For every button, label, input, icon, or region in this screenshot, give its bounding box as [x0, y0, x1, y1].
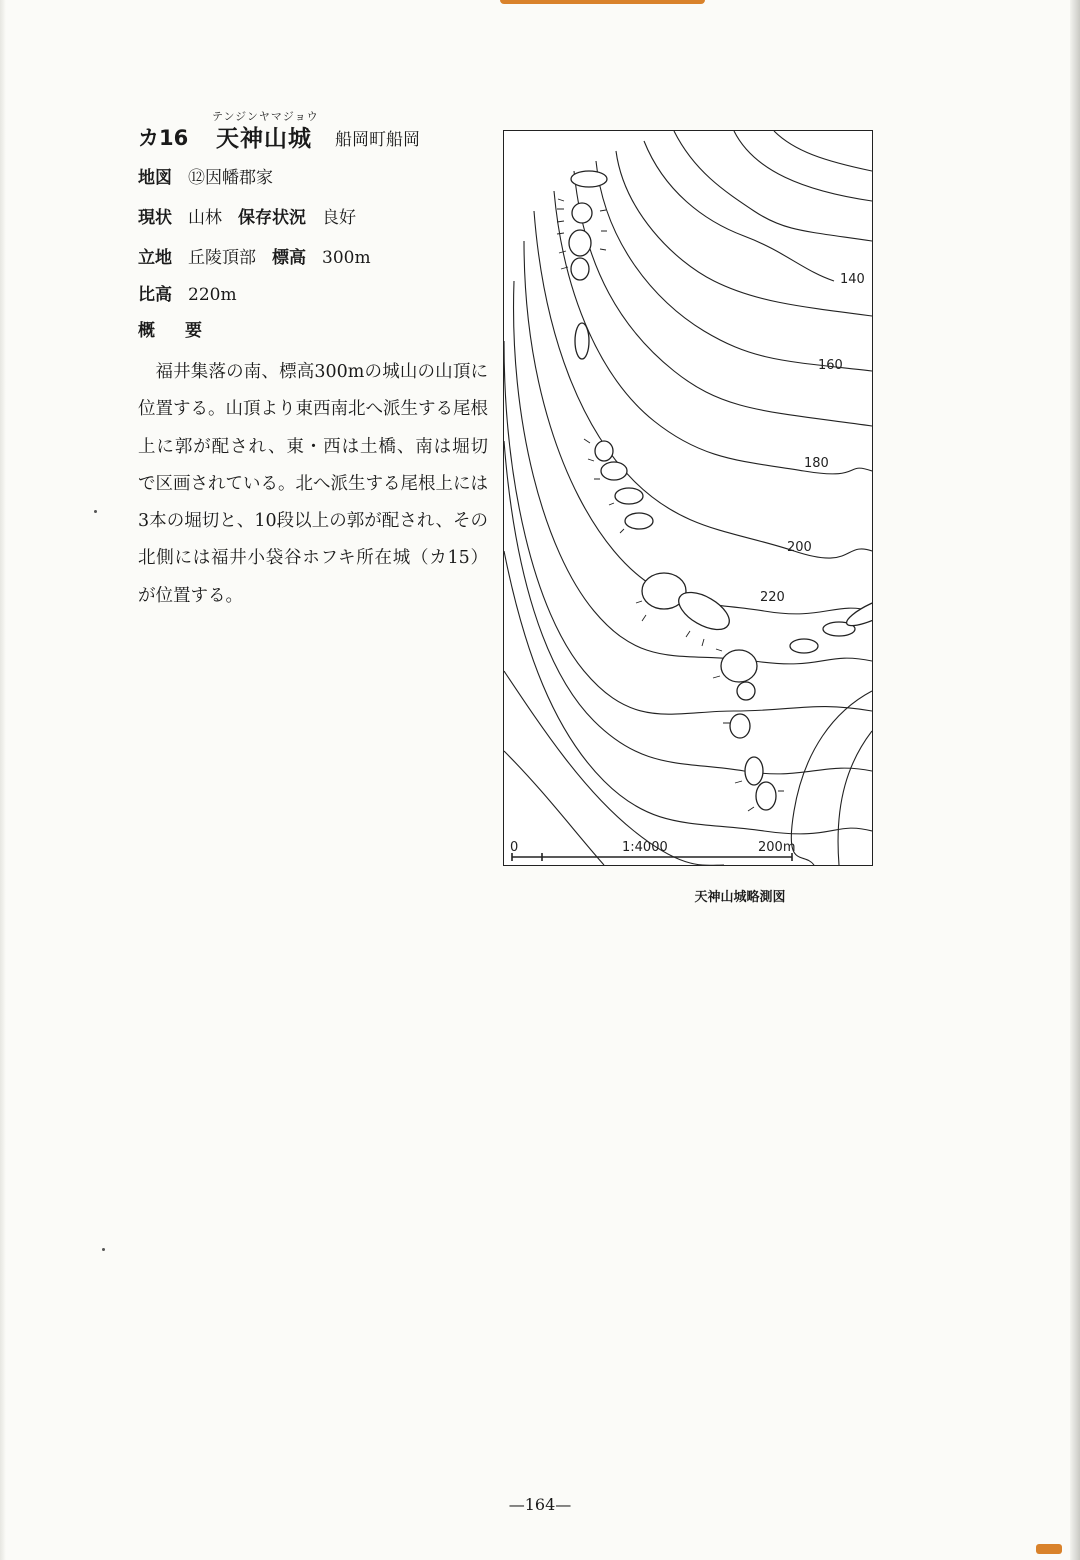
preservation-value: 良好: [322, 208, 356, 228]
overview-text: [138, 354, 488, 615]
status-row: [138, 203, 356, 228]
location-value: 丘陵頂部: [188, 248, 256, 268]
scale-labels: [510, 840, 795, 855]
map-label: 地図: [138, 168, 172, 188]
contour-lines: [504, 131, 872, 865]
binding-tape: [500, 0, 705, 4]
castle-address: 船岡町船岡: [335, 130, 420, 150]
map-caption: 天神山城略測図: [694, 890, 786, 905]
survey-map: [503, 130, 873, 866]
map-value: ⑫因幡郡家: [188, 168, 273, 188]
relative-height-label: 比高: [138, 285, 172, 305]
preservation-label: 保存状況: [238, 208, 306, 228]
scale-start-label: 0: [510, 840, 519, 855]
scale-ratio-label: 1:4000: [622, 840, 668, 855]
status-label: 現状: [138, 208, 172, 228]
scan-speck: [102, 1248, 105, 1251]
castle-enclosures: [569, 171, 872, 810]
castle-name: 天神山城: [216, 126, 312, 152]
page-left-edge: [0, 0, 6, 1560]
overview-paragraph: 福井集落の南、標高300mの城山の山頂に位置する。山頂より東西南北へ派生する尾根上に郭が配され、東・西は土橋、南は堀切で区画されている。北へ派生する尾根上には3本の堀切と、10段以上の郭が配され、その北側には福井小袋谷ホフキ所在城（カ15）が位置する。: [138, 362, 488, 606]
altitude-value: 300m: [322, 248, 371, 268]
map-row: [138, 163, 273, 188]
survey-map-drawing: [504, 131, 872, 865]
overview-label: 概要: [138, 321, 232, 341]
status-value: 山林: [188, 208, 222, 228]
contour-label-200: 200: [787, 540, 812, 555]
contour-label-140: 140: [840, 272, 865, 287]
page-number: —164—: [508, 1495, 572, 1514]
relative-height-value: 220m: [188, 285, 237, 305]
scan-speck: [94, 510, 97, 513]
location-label: 立地: [138, 248, 172, 268]
slope-hachures: [557, 199, 784, 811]
castle-name-ruby: テンジンヤマジョウ: [212, 110, 319, 123]
contour-label-180: 180: [804, 456, 829, 471]
contour-label-group: [760, 272, 865, 605]
castle-code: カ16: [138, 126, 189, 150]
contour-label-220: 220: [760, 590, 785, 605]
contour-label-160: 160: [818, 358, 843, 373]
scale-end-label: 200m: [758, 840, 796, 855]
binding-tape-corner: [1036, 1544, 1062, 1554]
relative-height-row: [138, 280, 237, 305]
altitude-label: 標高: [272, 248, 306, 268]
page-right-edge: [1070, 0, 1080, 1560]
page-top-edge: [0, 0, 1080, 6]
location-row: [138, 243, 371, 268]
